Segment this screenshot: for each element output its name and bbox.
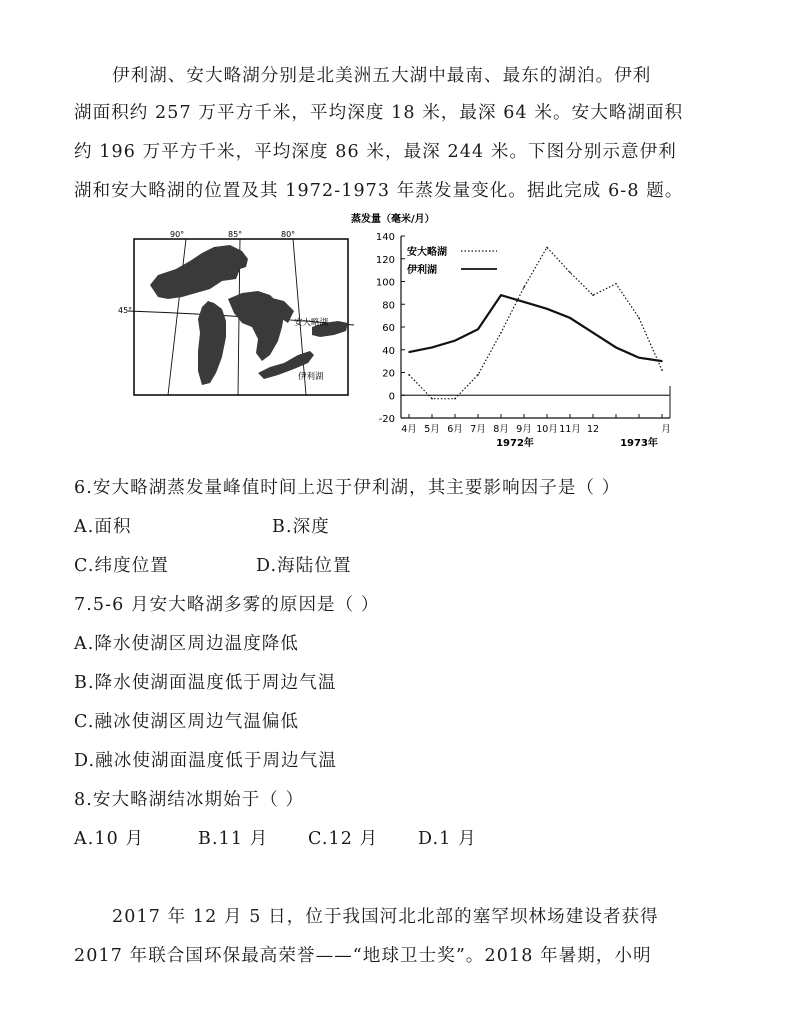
question-8-stem: 8.安大略湖结冰期始于（ ）	[74, 790, 305, 810]
data-point-ontario	[431, 398, 433, 400]
lon-label-90: 90°	[170, 230, 185, 239]
y-tick-label: 60	[382, 323, 395, 334]
data-point-erie	[661, 360, 663, 362]
x-tick-label: 5月	[424, 424, 440, 435]
q7-option-a[interactable]: A.降水使湖区周边温度降低	[74, 634, 299, 654]
map-label-ontario: 安大略湖	[294, 318, 329, 328]
chart-ylabel: 蒸发量（毫米/月）	[351, 214, 435, 225]
x-tick-label: 7月	[470, 424, 486, 435]
x-tick-label: 4月	[401, 424, 417, 435]
x-tick-label: 11月	[559, 424, 581, 435]
data-point-ontario	[592, 294, 594, 296]
data-point-ontario	[408, 374, 410, 376]
q6-option-d[interactable]: D.海陆位置	[256, 556, 352, 576]
map-label-erie: 伊利湖	[298, 372, 324, 382]
x-tick-label: 月	[661, 424, 671, 435]
q6-option-b[interactable]: B.深度	[272, 517, 330, 537]
y-tick-label: 40	[382, 345, 395, 357]
data-point-ontario	[477, 374, 479, 376]
outro-line-1: 2017 年 12 月 5 日，位于我国河北北部的塞罕坝林场建设者获得	[112, 907, 659, 927]
data-point-ontario	[500, 332, 502, 334]
data-point-erie	[431, 347, 433, 349]
legend-label-ontario: 安大略湖	[407, 247, 447, 258]
q7-option-c[interactable]: C.融冰使湖区周边气温偏低	[74, 712, 300, 732]
data-point-erie	[500, 294, 502, 296]
data-point-erie	[477, 328, 479, 330]
intro-line-3: 约 196 万平方千米，平均深度 86 米，最深 244 米。下图分别示意伊利	[74, 142, 677, 162]
q6-option-c[interactable]: C.纬度位置	[74, 556, 169, 576]
lat-label-45: 45°	[118, 306, 133, 315]
question-6-stem: 6.安大略湖蒸发量峰值时间上迟于伊利湖，其主要影响因子是（ ）	[74, 478, 621, 498]
lon-label-80: 80°	[281, 230, 296, 239]
question-7-stem: 7.5-6 月安大略湖多雾的原因是（ ）	[74, 595, 380, 615]
q8-option-b[interactable]: B.11 月	[198, 829, 269, 849]
data-point-ontario	[569, 272, 571, 274]
q8-option-d[interactable]: D.1 月	[418, 829, 477, 849]
y-tick-label: 80	[382, 300, 395, 312]
evaporation-chart	[345, 210, 685, 450]
data-point-ontario	[523, 286, 525, 288]
data-point-ontario	[454, 398, 456, 400]
intro-line-1: 伊利湖、安大略湖分别是北美洲五大湖中最南、最东的湖泊。伊利	[112, 66, 652, 86]
year-label-1973: 1973年	[620, 438, 658, 449]
intro-line-2: 湖面积约 257 万平方千米，平均深度 18 米，最深 64 米。安大略湖面积	[74, 103, 684, 123]
data-point-erie	[615, 347, 617, 349]
y-tick-label: 20	[382, 368, 395, 380]
chart-plot-area	[376, 232, 671, 449]
data-point-erie	[546, 308, 548, 310]
x-tick-label: 6月	[447, 424, 463, 435]
q7-option-d[interactable]: D.融冰使湖面温度低于周边气温	[74, 751, 337, 771]
data-point-erie	[569, 317, 571, 319]
data-point-erie	[523, 301, 525, 303]
x-tick-label: 8月	[493, 424, 509, 435]
y-tick-label: -20	[378, 414, 395, 425]
x-tick-label: 12	[586, 424, 600, 435]
great-lakes-map	[118, 223, 358, 403]
data-point-ontario	[638, 317, 640, 319]
data-point-erie	[592, 332, 594, 334]
data-point-erie	[408, 351, 410, 353]
x-tick-label: 9月	[516, 424, 532, 435]
series-line-erie	[409, 295, 662, 361]
lon-label-85: 85°	[228, 230, 243, 239]
outro-line-2: 2017 年联合国环保最高荣誉——“地球卫士奖”。2018 年暑期，小明	[74, 946, 652, 966]
year-label-1972: 1972年	[496, 438, 534, 449]
y-tick-label: 140	[375, 232, 395, 243]
y-tick-label: 0	[388, 391, 395, 403]
q8-option-c[interactable]: C.12 月	[308, 829, 379, 849]
data-point-ontario	[615, 283, 617, 285]
data-point-ontario	[661, 369, 663, 371]
data-point-erie	[638, 357, 640, 359]
data-point-erie	[454, 340, 456, 342]
intro-line-4: 湖和安大略湖的位置及其 1972-1973 年蒸发量变化。据此完成 6-8 题。	[74, 181, 684, 201]
x-tick-label: 10月	[536, 424, 558, 435]
data-point-ontario	[546, 247, 548, 249]
legend-label-erie: 伊利湖	[407, 265, 437, 276]
q6-option-a[interactable]: A.面积	[74, 517, 132, 537]
q8-option-a[interactable]: A.10 月	[74, 829, 145, 849]
series-line-ontario	[409, 247, 662, 398]
q7-option-b[interactable]: B.降水使湖面温度低于周边气温	[74, 673, 337, 693]
y-tick-label: 120	[375, 254, 395, 266]
y-tick-label: 100	[375, 277, 395, 289]
